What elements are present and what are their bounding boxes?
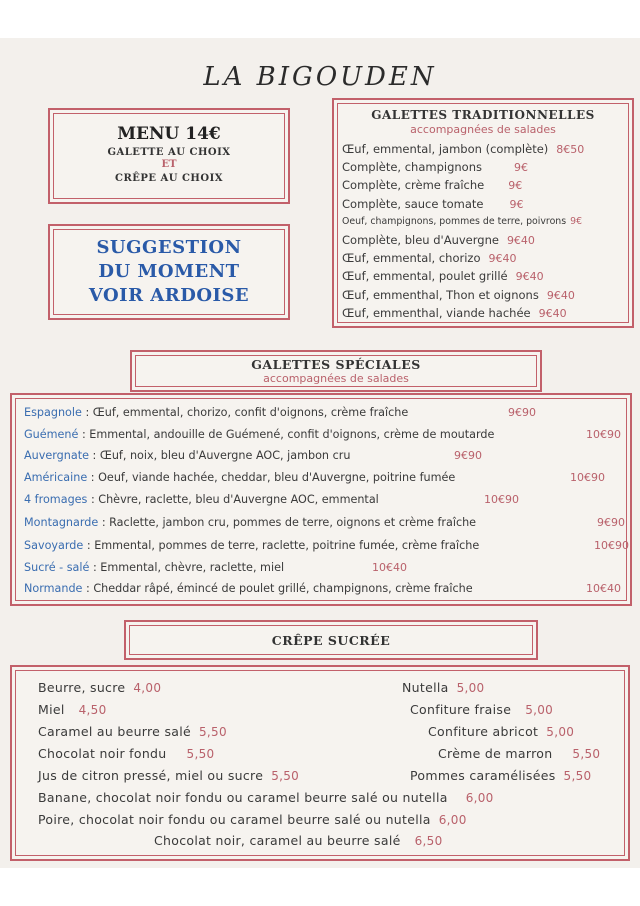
list-item: Auvergnate : Œuf, noix, bleu d'Auvergne AOC, jambon cru [24,449,351,462]
restaurant-title: LA BIGOUDEN [203,62,437,92]
special-price: 10€90 [484,493,519,506]
list-item: Montagnarde : Raclette, jambon cru, pommes de terre, oignons et crème fraîche [24,516,477,529]
list-item: Normande : Cheddar râpé, émincé de poulet grillé, champignons, crème fraîche [24,582,473,595]
list-item: Confiture fraise 5,00 [410,702,554,717]
list-item: Jus de citron pressé, miel ou sucre 5,50 [38,768,300,783]
special-galettes-header [130,350,542,392]
special-price: 9€90 [454,449,482,462]
special-price: 10€90 [570,471,605,484]
list-item: Caramel au beurre salé 5,50 [38,724,227,739]
list-item: Beurre, sucre 4,00 [38,680,162,695]
suggestion-line-1: SUGGESTION [96,237,242,258]
list-item: Espagnole : Œuf, emmental, chorizo, confit d'oignons, crème fraîche [24,406,409,419]
traditional-list [342,140,636,322]
list-item: Complète, bleu d'Auvergne 9€40 [342,232,535,247]
list-item: Pommes caramélisées 5,50 [410,768,592,783]
special-price: 10€90 [594,539,629,552]
special-title: GALETTES SPÉCIALES [251,357,421,372]
crepe-title: CRÊPE SUCRÉE [271,633,391,648]
list-item: Américaine : Oeuf, viande hachée, cheddar, bleu d'Auvergne, poitrine fumée [24,471,456,484]
menu-line-galette: GALETTE AU CHOIX [107,147,231,158]
suggestion-box [48,224,290,320]
special-price: 9€90 [508,406,536,419]
traditional-subtitle: accompagnées de salades [410,123,556,136]
list-item: Crème de marron 5,50 [438,746,601,761]
menu-line-crepe: CRÊPE AU CHOIX [114,173,224,184]
list-item: Confiture abricot 5,00 [428,724,575,739]
list-item: Chocolat noir, caramel au beurre salé 6,50 [154,833,443,848]
list-item: Savoyarde : Emmental, pommes de terre, raclette, poitrine fumée, crème fraîche [24,539,480,552]
menu-title: MENU 14€ [117,124,221,144]
traditional-galettes-box [332,98,634,328]
list-item: Œuf, emmental, chorizo 9€40 [342,251,517,266]
list-item: Œuf, emmental, poulet grillé 9€40 [342,269,544,284]
list-item: 4 fromages : Chèvre, raclette, bleu d'Auvergne AOC, emmental [24,493,379,506]
list-item: Banane, chocolat noir fondu ou caramel beurre salé ou nutella 6,00 [38,790,494,805]
list-item: Œuf, emmental, jambon (complète) 8€50 [342,142,585,156]
crepe-sucree-box [10,665,630,861]
list-item: Miel 4,50 [38,702,107,717]
menu-connector: ET [161,159,177,170]
list-item: Guémené : Emmental, andouille de Guémené, confit d'oignons, crème de moutarde [24,428,495,441]
list-item: Complète, crème fraîche 9€ [342,178,523,193]
crepe-sucree-header [124,620,538,660]
traditional-title: GALETTES TRADITIONNELLES [371,108,595,122]
suggestion-line-2: DU MOMENT [98,261,240,282]
suggestion-line-3: VOIR ARDOISE [88,285,250,306]
list-item: Sucré - salé : Emmental, chèvre, raclette, miel [24,561,285,574]
list-item: Complète, champignons 9€ [342,160,528,175]
list-item: Poire, chocolat noir fondu ou caramel beurre salé ou nutella 6,00 [38,812,467,827]
menu-14-box [48,108,290,204]
list-item: Œuf, emmenthal, Thon et oignons 9€40 [342,287,575,302]
special-price: 9€90 [597,516,625,529]
special-price: 10€40 [372,561,407,574]
list-item: Chocolat noir fondu 5,50 [38,746,215,761]
list-item: Complète, sauce tomate 9€ [342,196,524,211]
special-price: 10€40 [586,582,621,595]
list-item: Nutella 5,00 [402,680,485,695]
special-galettes-box [10,393,632,606]
special-price: 10€90 [586,428,621,441]
list-item: Oeuf, champignons, pommes de terre, poivrons 9€ [342,215,583,227]
special-subtitle: accompagnées de salades [263,372,409,385]
list-item: Œuf, emmenthal, viande hachée 9€40 [342,305,567,320]
